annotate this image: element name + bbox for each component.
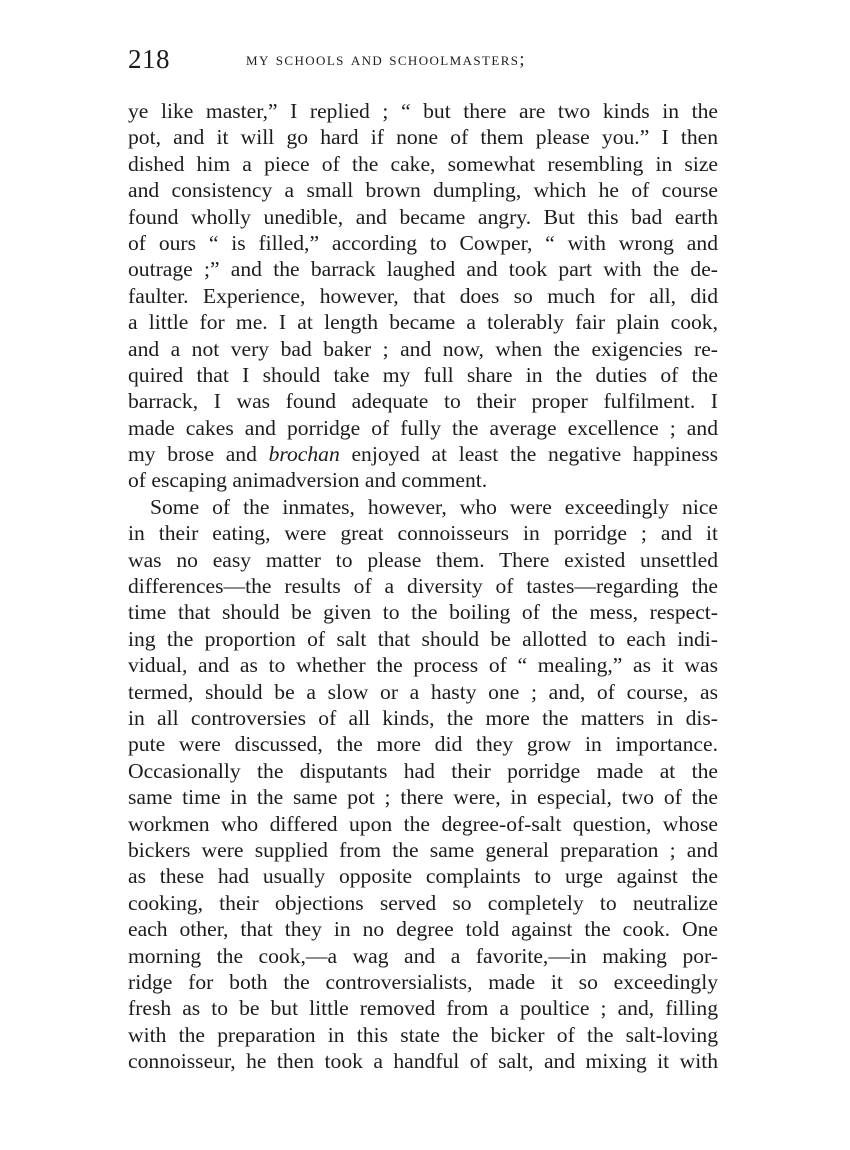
- text-line: vidual, and as to whether the process of “ mealing,” as it was: [128, 653, 718, 678]
- page-number: 218: [128, 44, 170, 74]
- text-line: in all controversies of all kinds, the more the matters in dis-: [128, 705, 718, 730]
- text-line: barrack, I was found adequate to their proper fulfilment. I: [128, 389, 718, 414]
- text-line: of ours “ is filled,” according to Cowper, “ with wrong and: [128, 230, 718, 255]
- text-line: found wholly unedible, and became angry. But this bad earth: [128, 204, 718, 229]
- text-line: cooking, their objections served so completely to neutralize: [128, 890, 718, 915]
- text-line: pot, and it will go hard if none of them please you.” I then: [128, 125, 718, 150]
- text-line: as these had usually opposite complaints to urge against the: [128, 864, 718, 889]
- text-line: same time in the same pot ; there were, in especial, two of the: [128, 785, 718, 810]
- text-line: and consistency a small brown dumpling, which he of course: [128, 178, 718, 203]
- running-head: [128, 40, 718, 84]
- text-line: connoisseur, he then took a handful of salt, and mixing it with: [128, 1049, 718, 1074]
- book-page: [128, 40, 718, 1074]
- text-line: and a not very bad baker ; and now, when the exigencies re-: [128, 336, 718, 361]
- text-line: quired that I should take my full share in the duties of the: [128, 362, 718, 387]
- text-line: bickers were supplied from the same general preparation ; and: [128, 837, 718, 862]
- text-line: made cakes and porridge of fully the average excellence ; and: [128, 415, 718, 440]
- paragraph-last-line: of escaping animadversion and comment.: [128, 468, 488, 493]
- text-line: each other, that they in no degree told against the cook. One: [128, 917, 718, 942]
- text-line-with-italic: [128, 441, 718, 467]
- text-line: workmen who differed upon the degree-of-salt question, whose: [128, 811, 718, 836]
- text-line: pute were discussed, the more did they grow in importance.: [128, 732, 718, 757]
- text-line: a little for me. I at length became a tolerably fair plain cook,: [128, 310, 718, 335]
- text-line: fresh as to be but little removed from a poultice ; and, filling: [128, 996, 718, 1021]
- text-line: ridge for both the controversialists, made it so exceedingly: [128, 969, 718, 994]
- text-line: faulter. Experience, however, that does so much for all, did: [128, 283, 718, 308]
- text-line: differences—the results of a diversity of tastes—regarding the: [128, 574, 718, 599]
- text-line: Occasionally the disputants had their porridge made at the: [128, 758, 718, 783]
- text-fragment: enjoyed at least the negative happiness: [351, 442, 718, 467]
- text-line: ye like master,” I replied ; “ but there are two kinds in the: [128, 99, 718, 123]
- text-line: outrage ;” and the barrack laughed and took part with the de-: [128, 257, 718, 282]
- body-text: [128, 98, 718, 1074]
- text-line: dished him a piece of the cake, somewhat resembling in size: [128, 151, 718, 176]
- text-line: ing the proportion of salt that should be allotted to each indi-: [128, 626, 718, 651]
- paragraph-first-line: Some of the inmates, however, who were exceedingly nice: [150, 494, 718, 519]
- text-line: was no easy matter to please them. There existed unsettled: [128, 547, 718, 572]
- text-line: morning the cook,—a wag and a favorite,—in making por-: [128, 943, 718, 968]
- running-title: my schools and schoolmasters;: [246, 50, 526, 70]
- text-fragment: my brose and: [128, 442, 257, 467]
- italic-word: brochan: [268, 442, 340, 467]
- text-line: time that should be given to the boiling of the mess, respect-: [128, 600, 718, 625]
- text-line: with the preparation in this state the bicker of the salt-loving: [128, 1022, 718, 1047]
- text-line: termed, should be a slow or a hasty one ; and, of course, as: [128, 679, 718, 704]
- text-line: in their eating, were great connoisseurs in porridge ; and it: [128, 521, 718, 546]
